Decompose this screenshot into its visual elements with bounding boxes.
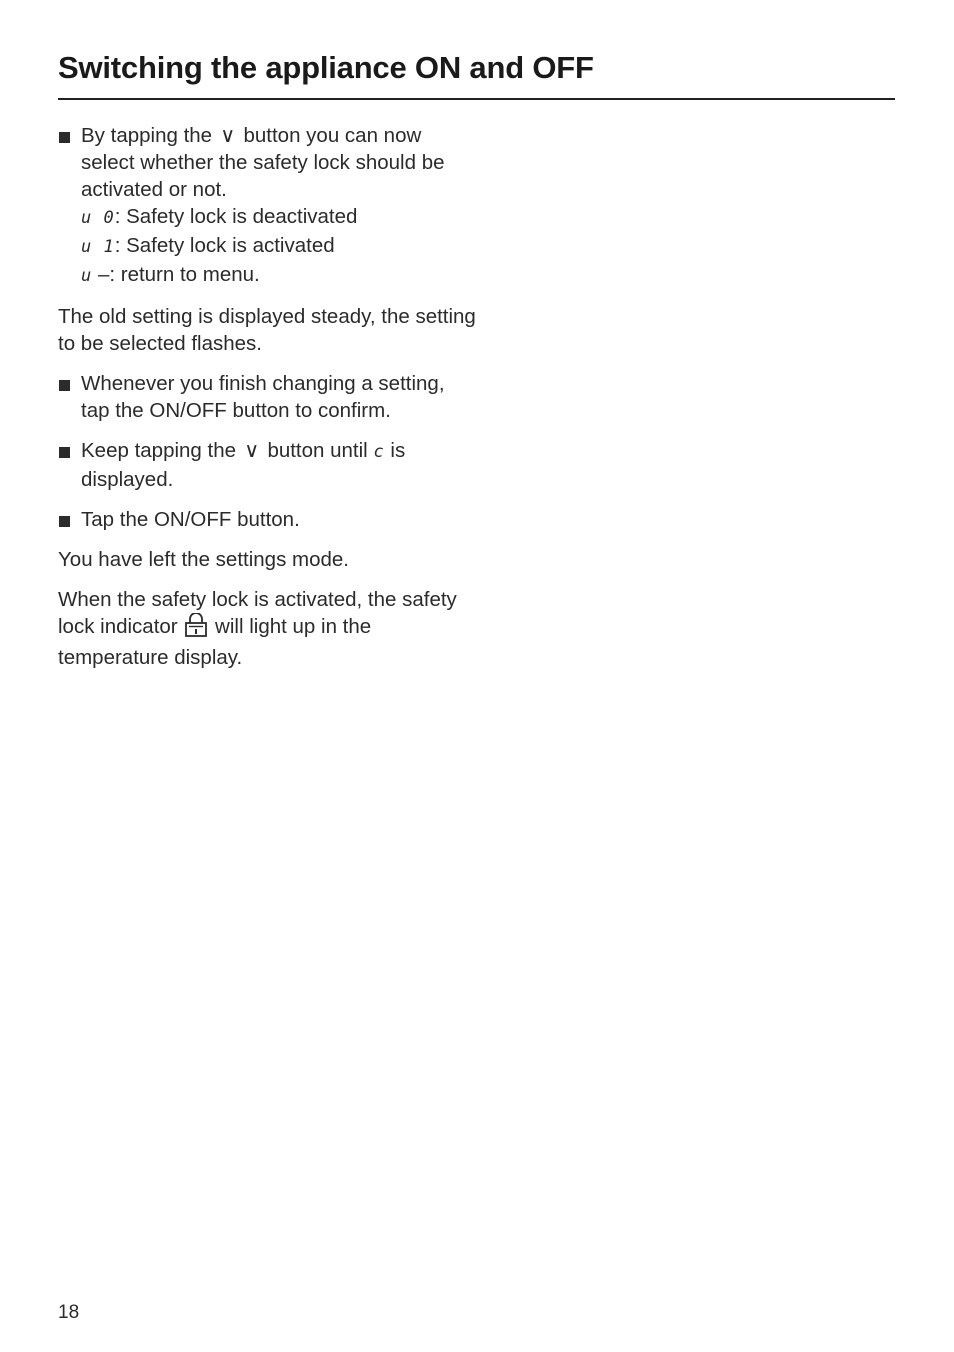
bullet3-text-c: is displayed. xyxy=(81,439,406,491)
bullet-item-confirm xyxy=(58,370,478,424)
paragraph-left-settings: You have left the settings mode. xyxy=(58,548,349,571)
bullet1-text-a: By tapping the xyxy=(81,124,213,147)
bullet-square-icon xyxy=(59,516,70,527)
bullet3-text-a: Keep tapping the xyxy=(81,439,237,462)
bullet-square-icon xyxy=(59,132,70,143)
bullet-item-select-lock xyxy=(58,122,478,290)
display-code-u0: u 0 xyxy=(81,208,115,228)
display-code-u1: u 1 xyxy=(81,237,115,257)
content-column xyxy=(58,122,478,684)
down-arrow-icon: ∨ xyxy=(244,439,260,462)
option-text-deactivated: : Safety lock is deactivated xyxy=(114,205,358,228)
option-line-deactivated xyxy=(81,203,478,232)
bullet-square-icon xyxy=(59,447,70,458)
para3-text-a: When the safety lock is activated, the safety lock indicator xyxy=(58,588,457,638)
bullet1-text-b: button you can now select whether the safety lock should be activated or not. xyxy=(81,124,445,201)
option-text-return: –: return to menu. xyxy=(92,263,260,286)
option-text-activated: : Safety lock is activated xyxy=(114,234,335,257)
page-number: 18 xyxy=(58,1302,80,1323)
bullet2-text: Whenever you finish changing a setting, tap the ON/OFF button to confirm. xyxy=(81,372,445,422)
title-divider xyxy=(58,98,895,100)
bullet-item-keep-tapping xyxy=(58,437,478,493)
bullet-square-icon xyxy=(59,380,70,391)
bullet3-text-b: button until xyxy=(267,439,368,462)
option-line-activated xyxy=(81,232,478,261)
bullet-item-tap-onoff xyxy=(58,506,478,533)
display-code-c: c xyxy=(373,442,385,462)
para3-text-b: will light up in the temperature display. xyxy=(58,615,372,669)
paragraph-safety-lock-indicator xyxy=(58,586,478,671)
lock-icon xyxy=(185,613,207,644)
bullet4-text: Tap the ON/OFF button. xyxy=(81,508,300,531)
display-code-u: u xyxy=(81,266,93,286)
page-title: Switching the appliance ON and OFF xyxy=(58,50,594,85)
paragraph-old-setting: The old setting is displayed steady, the setting to be selected flashes. xyxy=(58,305,476,355)
option-line-return xyxy=(81,261,478,290)
down-arrow-icon: ∨ xyxy=(220,124,236,147)
